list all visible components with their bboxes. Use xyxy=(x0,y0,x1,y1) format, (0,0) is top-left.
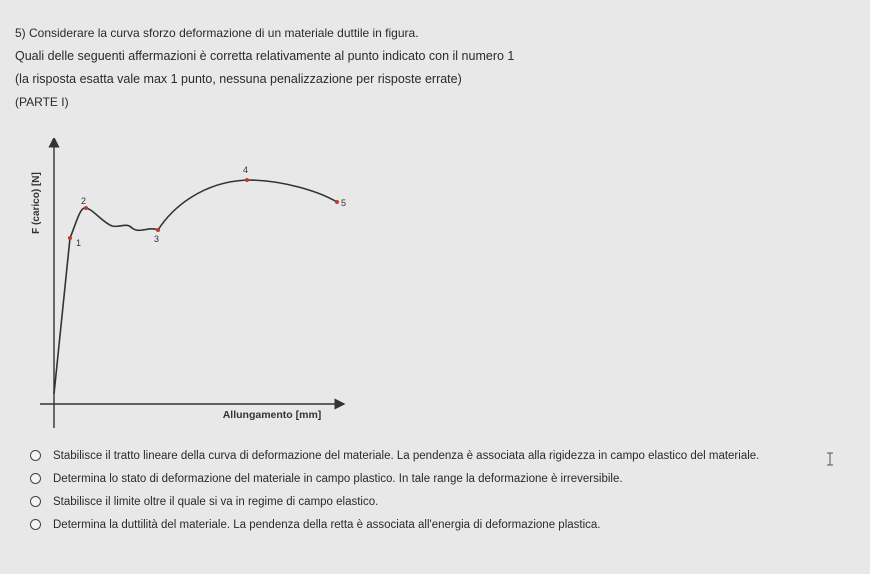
question-prompt: Quali delle seguenti affermazioni è corretta relativamente al punto indicato con il numero 1 xyxy=(15,49,515,63)
y-axis-label: F (carico) [N] xyxy=(31,172,42,234)
radio-button-3[interactable] xyxy=(30,496,41,507)
question-note: (la risposta esatta vale max 1 punto, nessuna penalizzazione per risposte errate) xyxy=(15,72,462,86)
point-label-2: 2 xyxy=(81,196,87,206)
curve-point-3 xyxy=(156,228,160,232)
answer-option-2[interactable] xyxy=(30,467,759,490)
curve-point-5 xyxy=(335,200,339,204)
answer-label-2: Determina lo stato di deformazione del materiale in campo plastico. In tale range la deformazione è irreversibile. xyxy=(53,472,623,485)
question-title: 5) Considerare la curva sforzo deformazione di un materiale duttile in figura. xyxy=(15,26,419,40)
x-axis-label: Allungamento [mm] xyxy=(222,409,322,421)
question-part: (PARTE I) xyxy=(15,95,69,109)
radio-button-4[interactable] xyxy=(30,519,41,530)
point-label-1: 1 xyxy=(76,238,82,248)
answer-option-4[interactable] xyxy=(30,513,759,536)
stress-strain-figure xyxy=(22,138,352,428)
text-cursor-icon xyxy=(826,452,834,466)
radio-button-1[interactable] xyxy=(30,450,41,461)
curve-point-1 xyxy=(68,236,72,240)
answer-label-1: Stabilisce il tratto lineare della curva di deformazione del materiale. La pendenza è associata alla rigidezza in campo elastico del materiale. xyxy=(53,449,760,462)
answer-label-4: Determina la duttilità del materiale. La pendenza della retta è associata all'energia di deformazione plastica. xyxy=(53,518,601,531)
stress-strain-curve xyxy=(54,180,337,394)
stress-strain-diagram xyxy=(22,138,352,428)
answer-options xyxy=(30,444,759,536)
radio-button-2[interactable] xyxy=(30,473,41,484)
point-label-5: 5 xyxy=(341,198,347,208)
answer-option-1[interactable] xyxy=(30,444,759,467)
curve-point-4 xyxy=(245,178,249,182)
question-block xyxy=(15,26,514,118)
answer-label-3: Stabilisce il limite oltre il quale si va in regime di campo elastico. xyxy=(53,495,379,508)
answer-option-3[interactable] xyxy=(30,490,759,513)
point-label-3: 3 xyxy=(154,234,160,244)
curve-point-2 xyxy=(84,206,88,210)
point-label-4: 4 xyxy=(243,165,249,175)
